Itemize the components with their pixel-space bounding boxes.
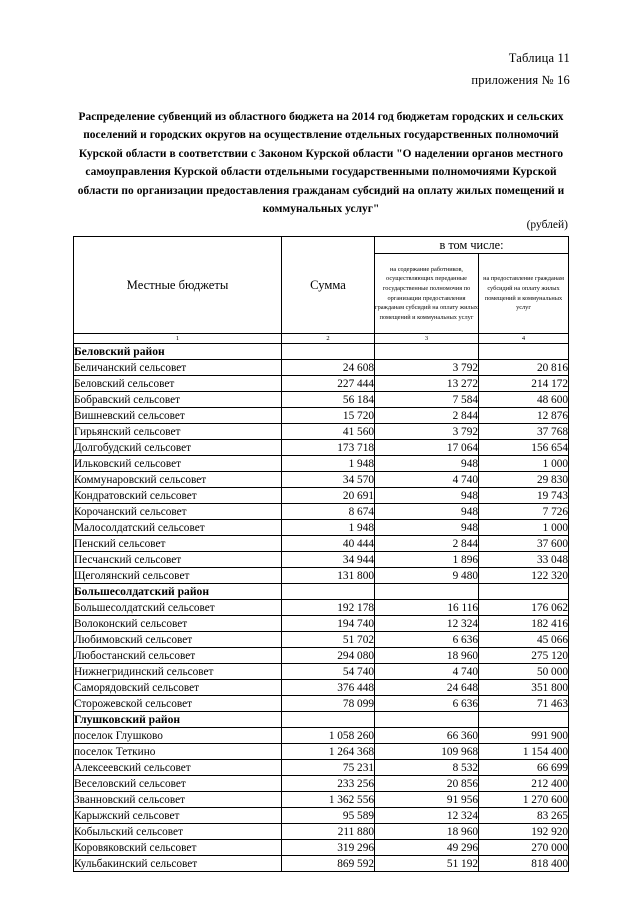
amount-maintenance: 16 116 <box>375 600 479 616</box>
amount-maintenance: 12 324 <box>375 808 479 824</box>
table-row <box>74 440 569 456</box>
amount-subsidies: 156 654 <box>479 440 569 456</box>
column-number-row <box>74 334 569 344</box>
amount-total: 54 740 <box>282 664 375 680</box>
amount-subsidies: 37 768 <box>479 424 569 440</box>
budget-name: Любостанский сельсовет <box>74 648 282 664</box>
amount-total: 1 948 <box>282 456 375 472</box>
section-name: Глушковский район <box>74 712 282 728</box>
table-row <box>74 600 569 616</box>
amount-total: 131 800 <box>282 568 375 584</box>
amount-subsidies: 214 172 <box>479 376 569 392</box>
amount-subsidies: 1 154 400 <box>479 744 569 760</box>
amount-maintenance: 4 740 <box>375 472 479 488</box>
budget-name: Пенский сельсовет <box>74 536 282 552</box>
amount-maintenance: 2 844 <box>375 536 479 552</box>
amount-subsidies: 20 816 <box>479 360 569 376</box>
table-row <box>74 472 569 488</box>
budget-name: Алексеевский сельсовет <box>74 760 282 776</box>
table-section-row <box>74 712 569 728</box>
amount-maintenance: 20 856 <box>375 776 479 792</box>
amount-maintenance: 49 296 <box>375 840 479 856</box>
table-row <box>74 424 569 440</box>
amount-total <box>282 712 375 728</box>
table-row <box>74 744 569 760</box>
table-row <box>74 760 569 776</box>
amount-subsidies <box>479 584 569 600</box>
amount-maintenance: 66 360 <box>375 728 479 744</box>
column-header-sub-subsidies: на предоставление гражданам субсидий на оплату жилых помещений и коммунальных услуг <box>479 254 569 334</box>
amount-subsidies: 192 920 <box>479 824 569 840</box>
amount-maintenance: 3 792 <box>375 424 479 440</box>
amount-total: 1 264 368 <box>282 744 375 760</box>
table-row <box>74 664 569 680</box>
amount-maintenance: 948 <box>375 456 479 472</box>
amount-maintenance: 948 <box>375 488 479 504</box>
amount-total: 294 080 <box>282 648 375 664</box>
amount-subsidies <box>479 712 569 728</box>
amount-total: 1 948 <box>282 520 375 536</box>
amount-total: 78 099 <box>282 696 375 712</box>
amount-subsidies: 83 265 <box>479 808 569 824</box>
budget-name: Коровяковский сельсовет <box>74 840 282 856</box>
amount-subsidies: 212 400 <box>479 776 569 792</box>
column-header-sub-maintenance: на содержание работников, осуществляющих переданные государственные полномочия по организации предоставления гражданам субсидий на оплату жилых помещений и коммунальных услуг <box>375 254 479 334</box>
budget-name: Щеголянский сельсовет <box>74 568 282 584</box>
table-row <box>74 680 569 696</box>
table-row <box>74 488 569 504</box>
amount-total: 34 944 <box>282 552 375 568</box>
budget-name: Большесолдатский сельсовет <box>74 600 282 616</box>
caption-table-number: Таблица 11 <box>508 51 570 65</box>
amount-maintenance: 948 <box>375 520 479 536</box>
budget-name: Карыжский сельсовет <box>74 808 282 824</box>
budget-name: Кобыльский сельсовет <box>74 824 282 840</box>
table-row <box>74 504 569 520</box>
budget-name: Беличанский сельсовет <box>74 360 282 376</box>
budget-name: Вишневский сельсовет <box>74 408 282 424</box>
amount-subsidies: 182 416 <box>479 616 569 632</box>
table-row <box>74 840 569 856</box>
amount-subsidies: 7 726 <box>479 504 569 520</box>
table-row <box>74 808 569 824</box>
amount-subsidies: 351 800 <box>479 680 569 696</box>
amount-total: 95 589 <box>282 808 375 824</box>
amount-total: 1 362 556 <box>282 792 375 808</box>
amount-subsidies: 818 400 <box>479 856 569 872</box>
amount-total: 56 184 <box>282 392 375 408</box>
table-row <box>74 392 569 408</box>
budget-table <box>73 236 569 872</box>
amount-subsidies: 50 000 <box>479 664 569 680</box>
amount-subsidies: 991 900 <box>479 728 569 744</box>
budget-name: Беловский сельсовет <box>74 376 282 392</box>
amount-maintenance: 7 584 <box>375 392 479 408</box>
amount-subsidies: 48 600 <box>479 392 569 408</box>
budget-name: Веселовский сельсовет <box>74 776 282 792</box>
column-number-2: 2 <box>282 334 375 344</box>
table-row <box>74 552 569 568</box>
amount-subsidies: 176 062 <box>479 600 569 616</box>
amount-maintenance <box>375 584 479 600</box>
table-row <box>74 520 569 536</box>
page-title: Распределение субвенций из областного бюджета на 2014 год бюджетам городских и сельских поселений и городских округов на осуществление отдельных государственных полномочий Курской области в соответствии с Законом Курской области "О наделении органов местного самоуправления Курской области отдельными государственными полномочиями Курской области по организации предоставления гражданам субсидий на оплату жилых помещений и коммунальных услуг" <box>77 111 565 216</box>
table-row <box>74 856 569 872</box>
amount-total: 75 231 <box>282 760 375 776</box>
amount-maintenance: 6 636 <box>375 632 479 648</box>
budget-name: Волоконский сельсовет <box>74 616 282 632</box>
amount-subsidies: 12 876 <box>479 408 569 424</box>
column-number-4: 4 <box>479 334 569 344</box>
amount-maintenance: 18 960 <box>375 648 479 664</box>
amount-total: 1 058 260 <box>282 728 375 744</box>
amount-maintenance: 3 792 <box>375 360 479 376</box>
amount-maintenance: 2 844 <box>375 408 479 424</box>
table-row <box>74 408 569 424</box>
section-name: Беловский район <box>74 344 282 360</box>
amount-total: 319 296 <box>282 840 375 856</box>
header-row-top <box>74 237 569 254</box>
amount-subsidies: 19 743 <box>479 488 569 504</box>
amount-total: 211 880 <box>282 824 375 840</box>
amount-maintenance: 51 192 <box>375 856 479 872</box>
table-row <box>74 536 569 552</box>
table-section-row <box>74 344 569 360</box>
table-row <box>74 376 569 392</box>
caption-appendix-number: приложения № 16 <box>471 72 570 87</box>
budget-name: Малосолдатский сельсовет <box>74 520 282 536</box>
table-row <box>74 456 569 472</box>
table-row <box>74 776 569 792</box>
budget-table-container <box>73 236 568 872</box>
amount-maintenance: 6 636 <box>375 696 479 712</box>
amount-maintenance: 4 740 <box>375 664 479 680</box>
units-note: (рублей) <box>526 219 568 231</box>
table-row <box>74 728 569 744</box>
amount-subsidies: 1 000 <box>479 456 569 472</box>
amount-subsidies: 33 048 <box>479 552 569 568</box>
amount-subsidies: 66 699 <box>479 760 569 776</box>
amount-subsidies: 45 066 <box>479 632 569 648</box>
amount-subsidies: 1 000 <box>479 520 569 536</box>
amount-subsidies: 37 600 <box>479 536 569 552</box>
budget-name: Саморядовский сельсовет <box>74 680 282 696</box>
table-row <box>74 568 569 584</box>
amount-subsidies: 270 000 <box>479 840 569 856</box>
amount-total: 34 570 <box>282 472 375 488</box>
amount-maintenance <box>375 712 479 728</box>
section-name: Большесолдатский район <box>74 584 282 600</box>
column-header-group: в том числе: <box>375 237 569 254</box>
amount-maintenance: 24 648 <box>375 680 479 696</box>
amount-subsidies: 71 463 <box>479 696 569 712</box>
amount-subsidies: 275 120 <box>479 648 569 664</box>
budget-name: поселок Теткино <box>74 744 282 760</box>
budget-name: Песчанский сельсовет <box>74 552 282 568</box>
table-row <box>74 616 569 632</box>
budget-name: Долгобудский сельсовет <box>74 440 282 456</box>
amount-total: 51 702 <box>282 632 375 648</box>
column-number-3: 3 <box>375 334 479 344</box>
budget-name: поселок Глушково <box>74 728 282 744</box>
amount-maintenance: 91 956 <box>375 792 479 808</box>
table-row <box>74 824 569 840</box>
amount-total <box>282 584 375 600</box>
amount-maintenance: 12 324 <box>375 616 479 632</box>
amount-maintenance: 948 <box>375 504 479 520</box>
amount-total: 376 448 <box>282 680 375 696</box>
amount-total: 41 560 <box>282 424 375 440</box>
table-head <box>74 237 569 344</box>
amount-total: 20 691 <box>282 488 375 504</box>
table-section-row <box>74 584 569 600</box>
table-row <box>74 792 569 808</box>
table-body <box>74 344 569 872</box>
amount-subsidies: 29 830 <box>479 472 569 488</box>
amount-maintenance: 18 960 <box>375 824 479 840</box>
budget-name: Званновский сельсовет <box>74 792 282 808</box>
column-header-name: Местные бюджеты <box>74 237 282 334</box>
budget-name: Кульбакинский сельсовет <box>74 856 282 872</box>
document-caption <box>471 48 570 92</box>
column-number-1: 1 <box>74 334 282 344</box>
amount-maintenance: 13 272 <box>375 376 479 392</box>
amount-maintenance: 17 064 <box>375 440 479 456</box>
amount-total: 173 718 <box>282 440 375 456</box>
amount-total: 40 444 <box>282 536 375 552</box>
amount-total: 192 178 <box>282 600 375 616</box>
amount-total <box>282 344 375 360</box>
budget-name: Корочанский сельсовет <box>74 504 282 520</box>
amount-total: 194 740 <box>282 616 375 632</box>
budget-name: Ильковский сельсовет <box>74 456 282 472</box>
budget-name: Нижнегридинский сельсовет <box>74 664 282 680</box>
budget-name: Гирьянский сельсовет <box>74 424 282 440</box>
table-row <box>74 696 569 712</box>
amount-total: 233 256 <box>282 776 375 792</box>
amount-subsidies: 1 270 600 <box>479 792 569 808</box>
amount-subsidies <box>479 344 569 360</box>
amount-maintenance: 1 896 <box>375 552 479 568</box>
amount-maintenance <box>375 344 479 360</box>
amount-maintenance: 109 968 <box>375 744 479 760</box>
table-row <box>74 360 569 376</box>
budget-name: Коммунаровский сельсовет <box>74 472 282 488</box>
amount-total: 869 592 <box>282 856 375 872</box>
budget-name: Бобравский сельсовет <box>74 392 282 408</box>
amount-total: 15 720 <box>282 408 375 424</box>
budget-name: Сторожевской сельсовет <box>74 696 282 712</box>
table-row <box>74 632 569 648</box>
amount-maintenance: 8 532 <box>375 760 479 776</box>
table-row <box>74 648 569 664</box>
budget-name: Кондратовский сельсовет <box>74 488 282 504</box>
amount-subsidies: 122 320 <box>479 568 569 584</box>
amount-maintenance: 9 480 <box>375 568 479 584</box>
column-header-sum: Сумма <box>282 237 375 334</box>
amount-total: 8 674 <box>282 504 375 520</box>
budget-name: Любимовский сельсовет <box>74 632 282 648</box>
amount-total: 24 608 <box>282 360 375 376</box>
amount-total: 227 444 <box>282 376 375 392</box>
